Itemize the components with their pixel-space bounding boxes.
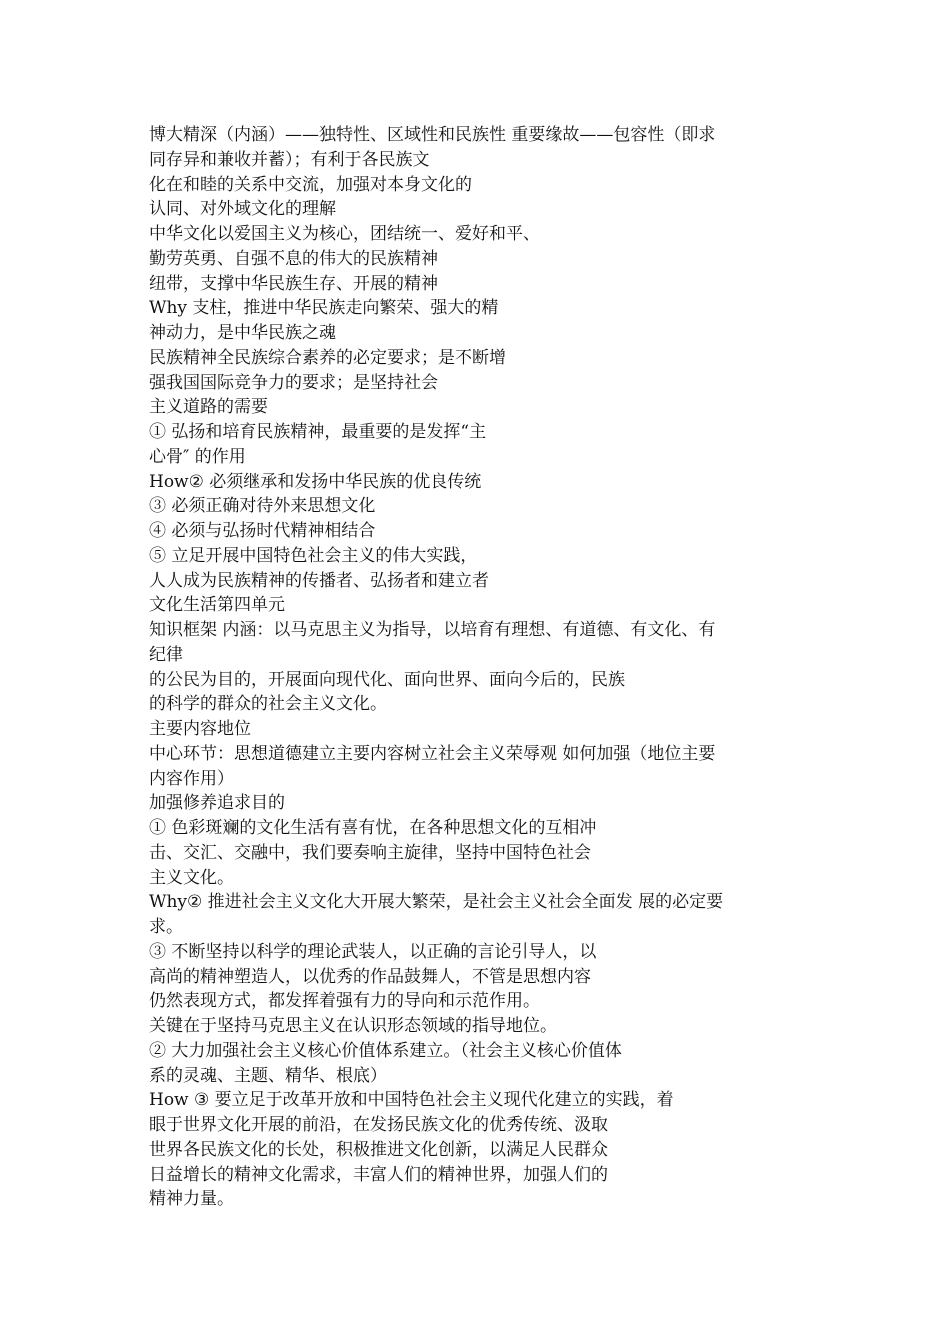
text-line: 认同、对外域文化的理解: [149, 199, 336, 220]
text-line: 心骨″ 的作用: [149, 446, 246, 467]
text-line: 的科学的群众的社会主义文化。: [149, 694, 387, 715]
text-line: ③ 不断坚持以科学的理论武装人，以正确的言论引导人，以: [149, 941, 597, 962]
text-line: 化在和睦的关系中交流，加强对本身文化的: [149, 174, 472, 195]
text-line: 加强修养追求目的: [149, 793, 285, 814]
text-line: 同存异和兼收并蓄）；有利于各民族文: [149, 149, 430, 170]
text-line: 人人成为民族精神的传播者、弘扬者和建立者: [149, 570, 489, 591]
text-line: 世界各民族文化的长处，积极推进文化创新，以满足人民群众: [149, 1139, 608, 1160]
text-line: 勤劳英勇、自强不息的伟大的民族精神: [149, 248, 438, 269]
text-line: 强我国国际竞争力的要求；是坚持社会: [149, 372, 438, 393]
section-heading: 文化生活第四单元: [149, 595, 285, 616]
document-body: [149, 123, 794, 1212]
text-line: 关键在于坚持马克思主义在认识形态领域的指导地位。: [149, 1016, 557, 1036]
text-line: ① 色彩斑斓的文化生活有喜有忧，在各种思想文化的互相冲: [149, 818, 597, 838]
text-line: 知识框架 内涵：以马克思主义为指导，以培育有理想、有道德、有文化、有: [149, 620, 716, 640]
text-line: 系的灵魂、主题、精华、根底）: [149, 1065, 387, 1086]
text-line: How② 必须继承和发扬中华民族的优良传统: [149, 471, 482, 492]
text-line: ④ 必须与弘扬时代精神相结合: [149, 521, 376, 541]
text-line: 内容作用）: [149, 768, 234, 789]
text-line: 眼于世界文化开展的前沿，在发扬民族文化的优秀传统、汲取: [149, 1115, 608, 1135]
text-line: 主义道路的需要: [149, 397, 268, 418]
text-line: 中心环节：思想道德建立主要内容树立社会主义荣辱观 如何加强（地位主要: [149, 743, 716, 764]
text-line: Why 支柱，推进中华民族走向繁荣、强大的精: [149, 298, 499, 319]
text-line: 纽带，支撑中华民族生存、开展的精神: [149, 273, 438, 294]
text-line: 精神力量。: [149, 1189, 234, 1210]
text-line: 博大精深（内涵）——独特性、区域性和民族性 重要缘故——包容性（即求: [149, 125, 716, 145]
text-line: Why② 推进社会主义文化大开展大繁荣，是社会主义社会全面发 展的必定要: [149, 892, 724, 913]
text-line: 日益增长的精神文化需求，丰富人们的精神世界，加强人们的: [149, 1164, 608, 1185]
text-line: 主要内容地位: [149, 719, 251, 739]
text-line: 神动力，是中华民族之魂: [149, 323, 336, 343]
text-line: 中华文化以爱国主义为核心，团结统一、爱好和平、: [149, 224, 540, 244]
text-line: 求。: [149, 917, 183, 937]
text-line: ③ 必须正确对待外来思想文化: [149, 496, 376, 517]
text-line: ② 大力加强社会主义核心价值体系建立。（社会主义核心价值体: [149, 1040, 622, 1061]
text-line: 的公民为目的，开展面向现代化、面向世界、面向今后的，民族: [149, 669, 625, 690]
text-line: 仍然表现方式，都发挥着强有力的导向和示范作用。: [149, 991, 540, 1012]
text-line: 击、交汇、交融中，我们要奏响主旋律，坚持中国特色社会: [149, 842, 591, 863]
text-line: ⑤ 立足开展中国特色社会主义的伟大实践，: [149, 545, 478, 566]
text-line: 纪律: [149, 644, 183, 665]
text-line: ① 弘扬和培育民族精神，最重要的是发挥“主: [149, 422, 487, 442]
text-line: 主义文化。: [149, 867, 234, 888]
text-line: How ③ 要立足于改革开放和中国特色社会主义现代化建立的实践，着: [149, 1090, 674, 1111]
text-line: 高尚的精神塑造人，以优秀的作品鼓舞人，不管是思想内容: [149, 966, 591, 987]
text-line: 民族精神全民族综合素养的必定要求；是不断增: [149, 347, 506, 368]
